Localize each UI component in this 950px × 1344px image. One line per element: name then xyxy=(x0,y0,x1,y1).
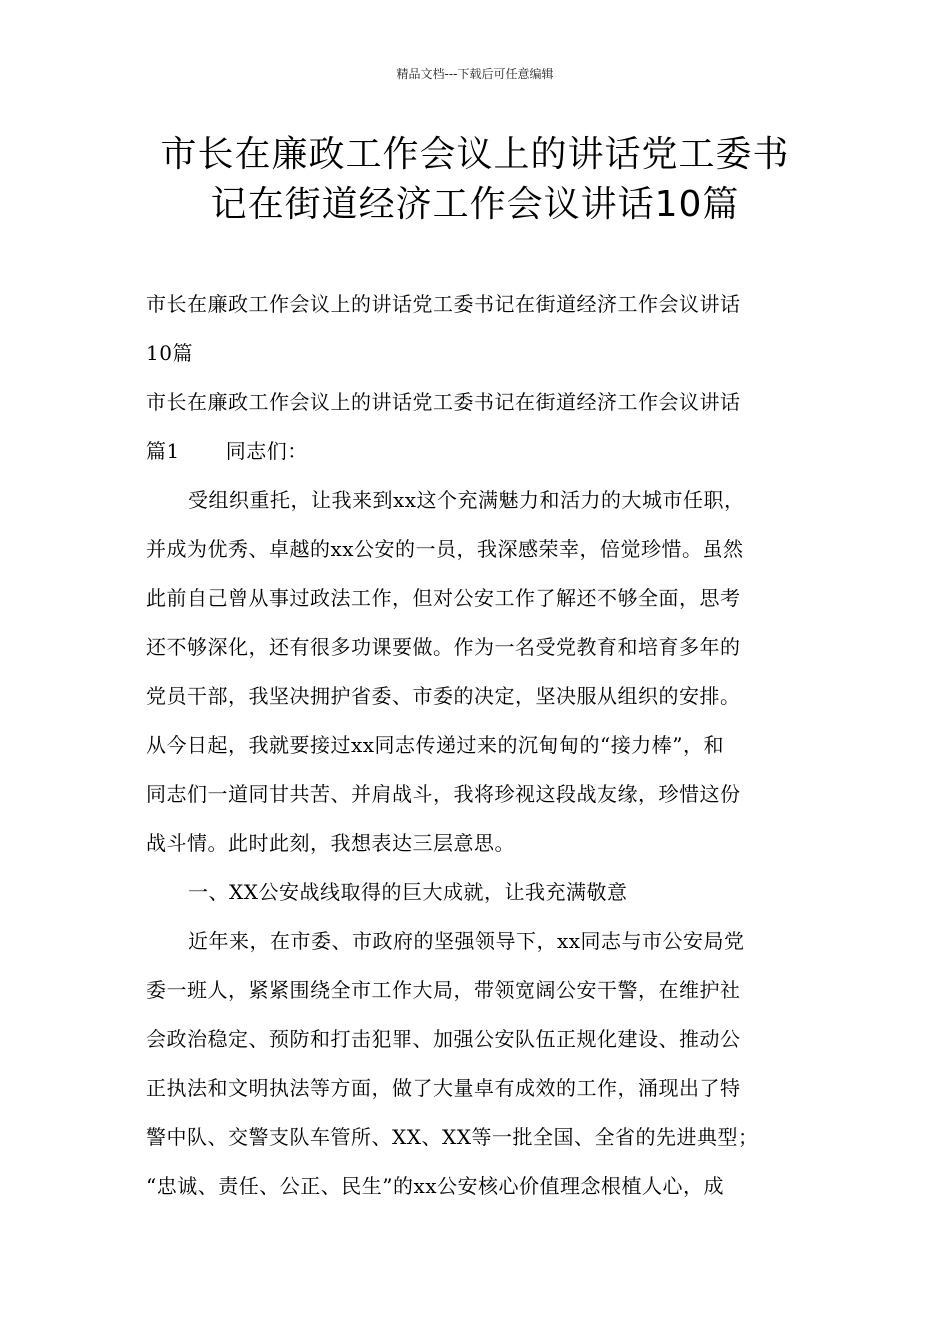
paragraph-line: 同志们一道同甘共苦、并肩战斗，我将珍视这段战友缘，珍惜这份 xyxy=(146,782,741,806)
section-heading: 一、XX公安战线取得的巨大成就，让我充满敬意 xyxy=(188,880,628,904)
document-title xyxy=(120,130,830,230)
subtitle-line-2: 10篇 xyxy=(146,341,193,365)
greeting: 同志们： xyxy=(225,439,308,463)
paragraph-line: 委一班人，紧紧围绕全市工作大局，带领宽阔公安干警，在维护社 xyxy=(146,978,741,1002)
subtitle-line-1: 市长在廉政工作会议上的讲话党工委书记在街道经济工作会议讲话 xyxy=(146,292,741,316)
paragraph-line: “忠诚、责任、公正、民生”的xx公安核心价值理念根植人心，成 xyxy=(146,1174,725,1198)
paragraph-line: 此前自己曾从事过政法工作，但对公安工作了解还不够全面，思考 xyxy=(146,586,741,610)
paragraph-line: 会政治稳定、预防和打击犯罪、加强公安队伍正规化建设、推动公 xyxy=(146,1027,741,1051)
document-body xyxy=(146,280,810,1211)
paragraph-line: 警中队、交警支队车管所、XX、XX等一批全国、全省的先进典型； xyxy=(146,1125,759,1149)
header-note: 精品文档---下载后可任意编辑 xyxy=(396,67,554,81)
paragraph-line: 党员干部，我坚决拥护省委、市委的决定，坚决服从组织的安排。 xyxy=(146,684,741,708)
paragraph-line: 正执法和文明执法等方面，做了大量卓有成效的工作，涌现出了特 xyxy=(146,1076,741,1100)
paragraph-line: 战斗情。此时此刻，我想表达三层意思。 xyxy=(146,831,515,855)
paragraph-line: 受组织重托，让我来到xx这个充满魅力和活力的大城市任职， xyxy=(188,488,745,512)
heading-line-2 xyxy=(146,427,810,476)
paragraph-line: 并成为优秀、卓越的xx公安的一员，我深感荣幸，倍觉珍惜。虽然 xyxy=(146,537,744,561)
document-title-line-2: 记在街道经济工作会议讲话10篇 xyxy=(210,184,740,225)
heading-line-1: 市长在廉政工作会议上的讲话党工委书记在街道经济工作会议讲话 xyxy=(146,390,741,414)
paragraph-line: 近年来，在市委、市政府的坚强领导下，xx同志与市公安局党 xyxy=(188,929,745,953)
paragraph-line: 从今日起，我就要接过xx同志传递过来的沉甸甸的“接力棒”，和 xyxy=(146,733,725,757)
paragraph-line: 还不够深化，还有很多功课要做。作为一名受党教育和培育多年的 xyxy=(146,635,741,659)
document-title-line-1: 市长在廉政工作会议上的讲话党工委书 xyxy=(160,134,790,175)
part-label: 篇1 xyxy=(146,439,180,463)
